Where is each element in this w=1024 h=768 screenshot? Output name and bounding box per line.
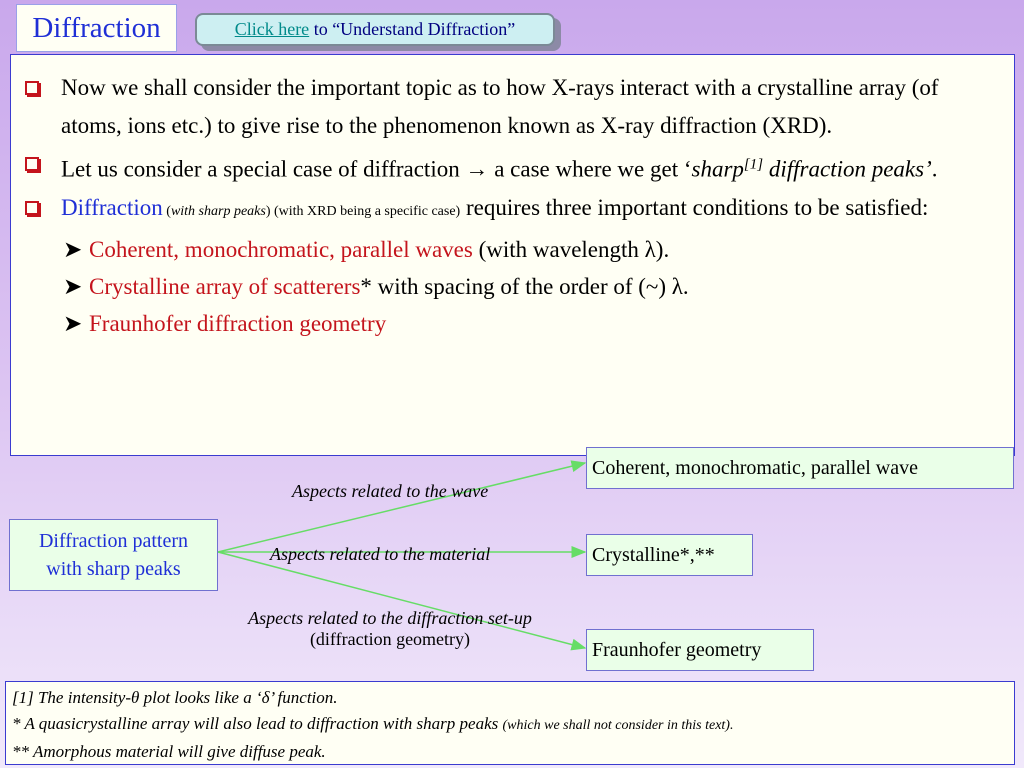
bullet-note-italic: with sharp peaks [170,203,266,219]
footnote-2-small: (which we shall not consider in this text). [502,718,734,733]
footnotes-box [5,681,1015,765]
diffraction-pattern-node [9,519,218,591]
click-here-link[interactable]: Click here [234,19,310,39]
label-wave-aspects: Aspects related to the wave [292,481,489,501]
node-line-2: with sharp peaks [46,558,181,580]
arrowhead-bullet-icon: ➤ [63,236,83,262]
condition-red-text: Crystalline array of scatterers [89,273,361,299]
bullet-text-pre: Let us consider a special case of diffraction → a case where we get ‘ [61,156,692,182]
bullet-note-close: ) (with XRD being a specific case) [265,203,461,219]
fraunhofer-geometry-node: Fraunhofer geometry [586,629,814,671]
slide-title: Diffraction [16,4,177,52]
footnote-2-main: * A quasicrystalline array will also lead to diffraction with sharp peaks [12,714,503,733]
bullet-text-post: . [931,156,938,182]
node-line-1: Diffraction pattern [38,530,188,552]
coherent-wave-node: Coherent, monochromatic, parallel wave [586,447,1014,489]
footnote-ref-1: [1] [743,156,764,172]
arrowhead-bullet-icon: ➤ [63,310,83,336]
condition-red-text: Coherent, monochromatic, parallel waves [89,236,473,262]
bullet-text-peaks: diffraction peaks’ [763,156,932,182]
label-setup-aspects [205,608,575,650]
link-description: to “Understand Diffraction” [313,19,516,39]
label-material-aspects: Aspects related to the material [270,544,491,564]
footnote-1: [1] The intensity-θ plot looks like a ‘δ’ function. [12,688,338,707]
condition-red-text: Fraunhofer diffraction geometry [89,310,387,336]
condition-black-text: * with spacing of the order of (~) λ. [360,273,689,299]
label-setup-line-1: Aspects related to the diffraction set-up [248,608,532,628]
footnote-2 [12,711,1008,739]
footnote-3: ** Amorphous material will give diffuse peak. [12,742,326,761]
bullet-note-open: ( [162,203,171,219]
bullet-text: Now we shall consider the important topic as to how X-rays interact with a crystalline array (of atoms, ions etc.) to give rise to the phenomenon known as X-ray diffraction (XRD). [61,75,939,138]
bullet-text-rest: requires three important conditions to be satisfied: [460,194,929,220]
bullet-text-sharp: sharp [691,156,744,182]
label-setup-line-2: (diffraction geometry) [309,629,471,649]
connector-arrow-wave [218,463,585,552]
crystalline-node: Crystalline*,** [586,534,753,576]
diffraction-term: Diffraction [61,194,163,220]
condition-black-text: (with wavelength λ). [472,236,670,262]
arrowhead-bullet-icon: ➤ [63,273,83,299]
